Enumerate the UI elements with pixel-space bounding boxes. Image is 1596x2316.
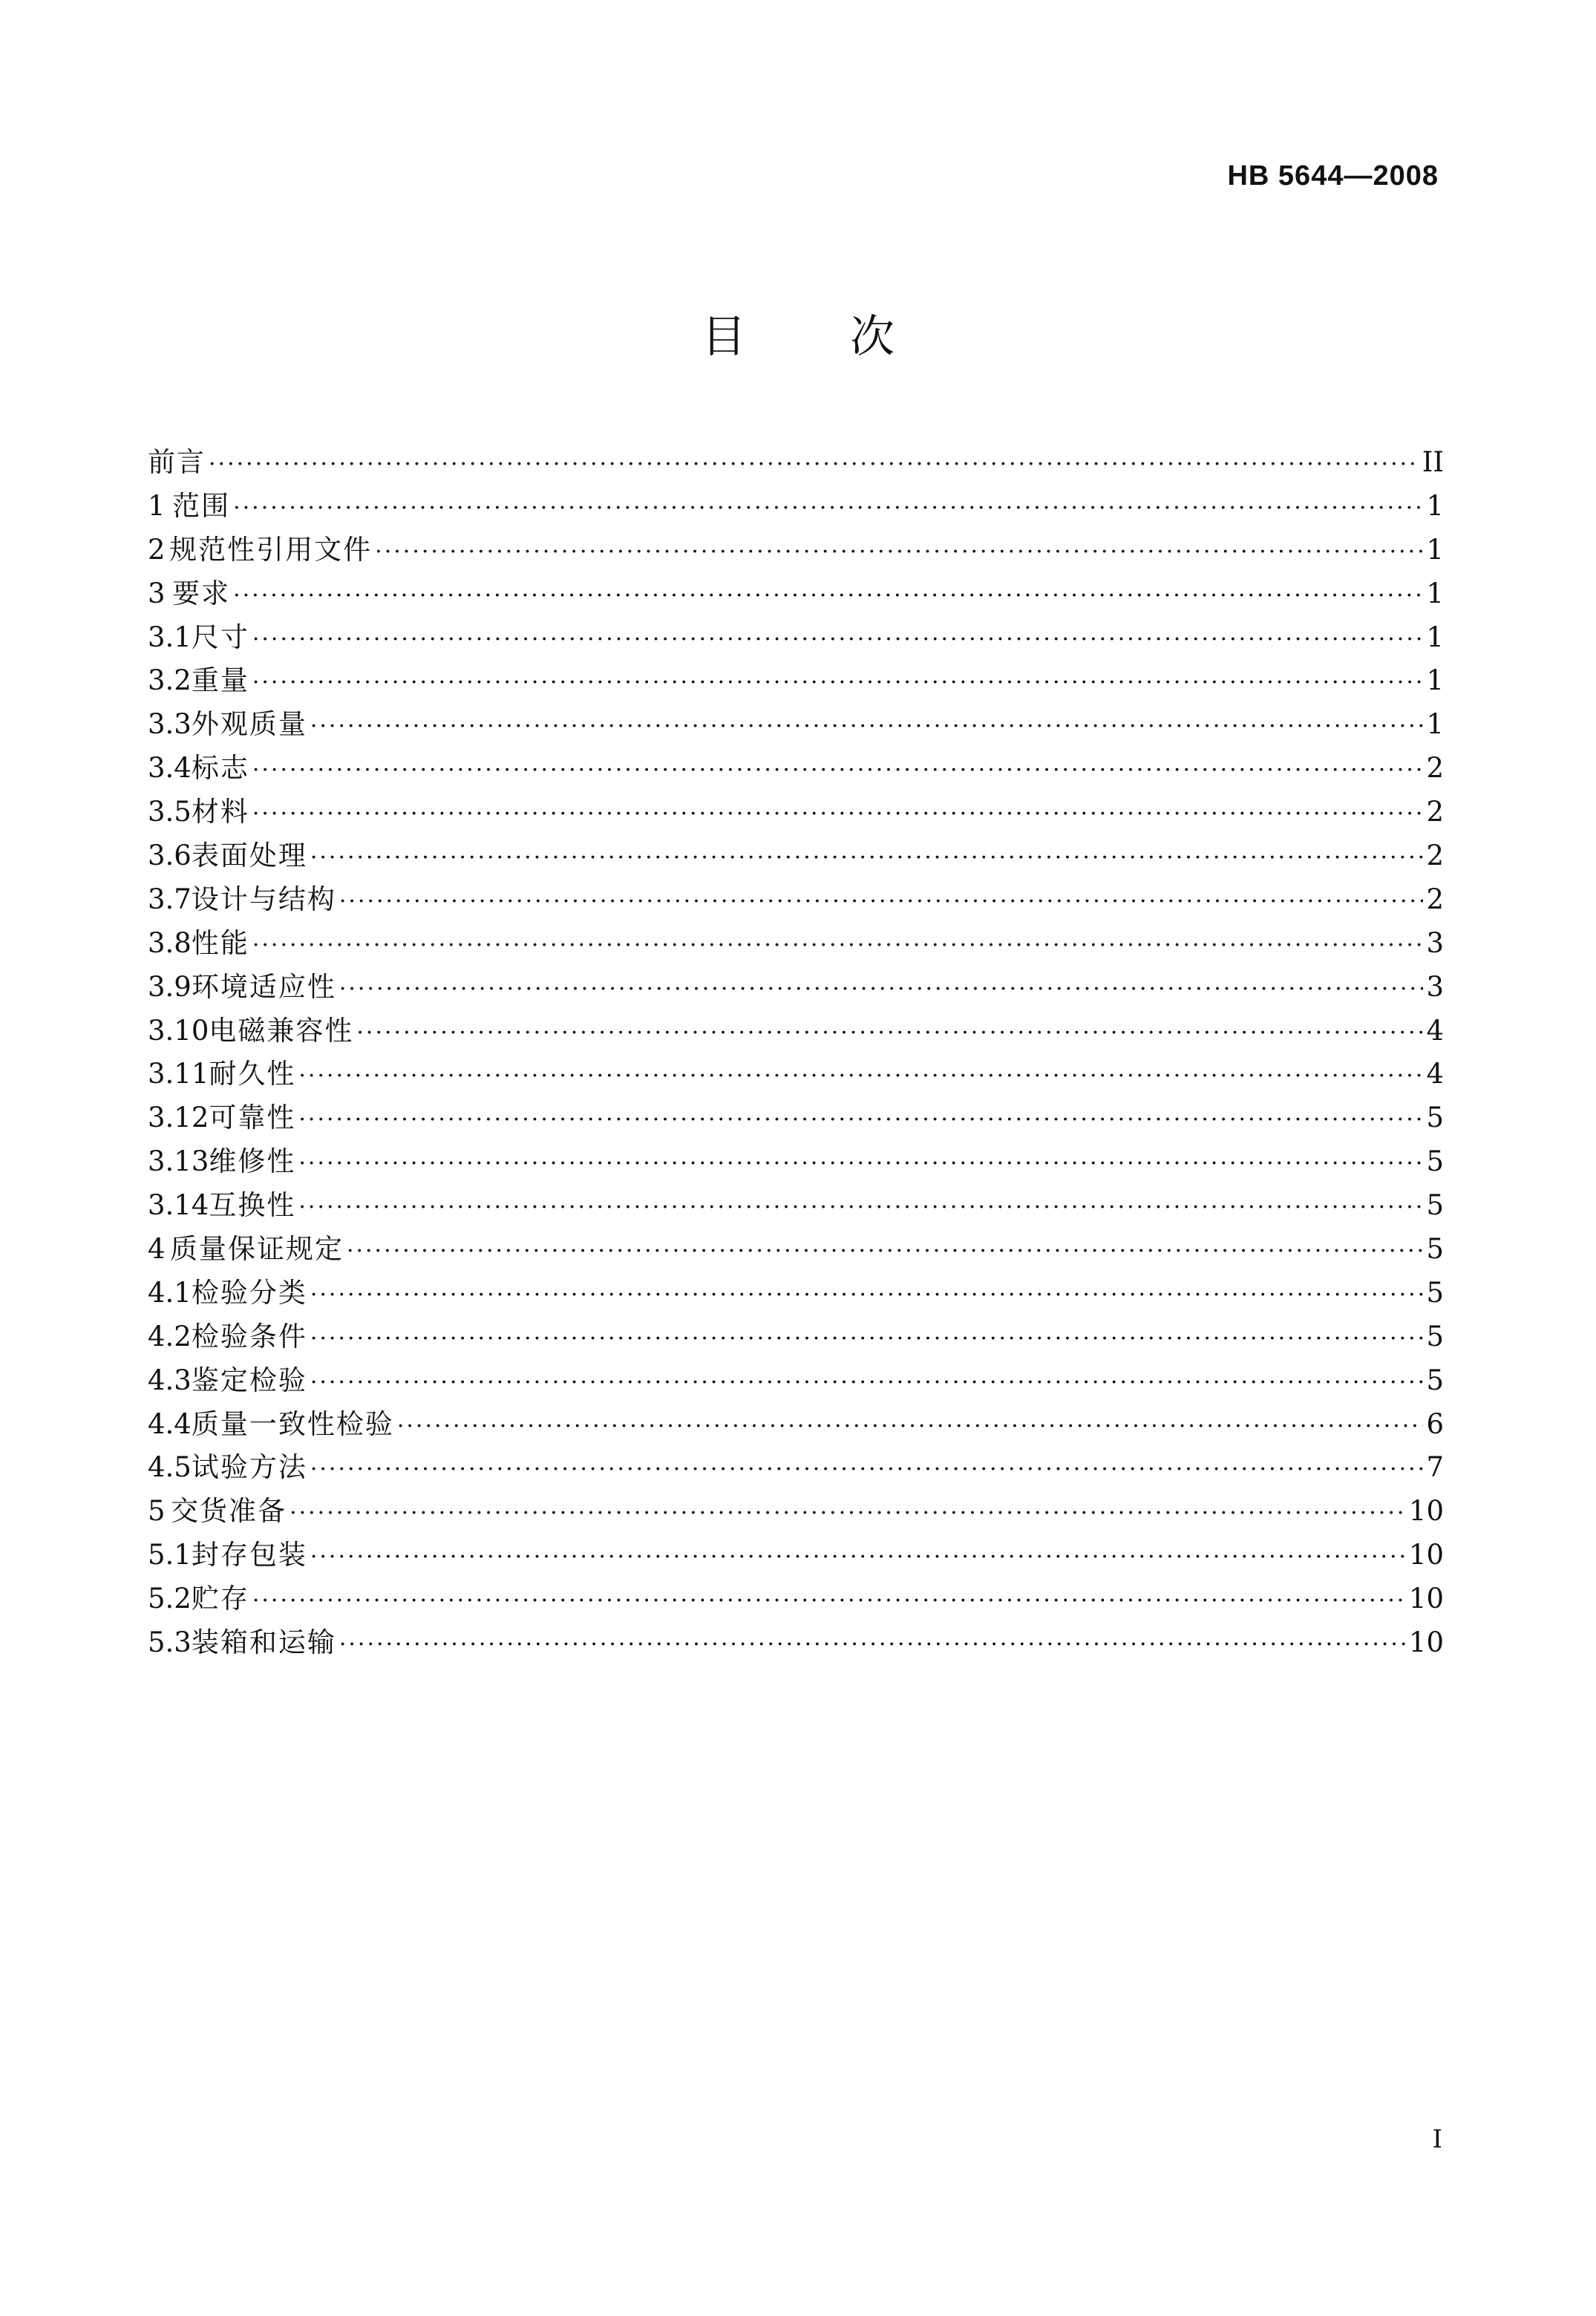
toc-entry-page: 5 (1426, 1276, 1444, 1309)
toc-entry-label: 标志 (191, 752, 249, 785)
toc-entry[interactable] (148, 877, 1444, 920)
toc-entry-page: 7 (1426, 1451, 1444, 1484)
toc-entry-page: 3 (1426, 970, 1444, 1003)
toc-entry-label: 重量 (191, 664, 249, 697)
toc-entry-number: 4 (148, 1233, 166, 1266)
toc-leader-dots (298, 1107, 1423, 1133)
toc-entry-number: 2 (148, 533, 166, 566)
toc-entry[interactable] (148, 1270, 1444, 1314)
toc-leader-dots (310, 1456, 1424, 1482)
toc-entry[interactable] (148, 1139, 1444, 1182)
toc-entry-number: 4.4 (148, 1407, 192, 1440)
toc-entry-page: 1 (1426, 621, 1444, 653)
toc-entry-number: 3.9 (148, 970, 192, 1003)
toc-entry-page: 10 (1408, 1495, 1444, 1528)
toc-leader-dots (298, 1194, 1423, 1220)
toc-leader-dots (290, 1500, 1406, 1526)
toc-entry-number: 3.7 (148, 883, 192, 915)
toc-entry[interactable] (148, 920, 1444, 964)
toc-entry-page: 5 (1426, 1233, 1444, 1266)
toc-entry-page: 2 (1426, 840, 1444, 872)
toc-entry-label: 贮存 (191, 1583, 249, 1615)
toc-entry[interactable] (148, 1051, 1444, 1095)
toc-entry-label: 维修性 (209, 1145, 296, 1178)
toc-entry-number: 3.14 (148, 1189, 209, 1222)
toc-entry-page: 2 (1426, 796, 1444, 828)
toc-entry-label: 试验方法 (191, 1451, 307, 1484)
toc-leader-dots (310, 1370, 1424, 1396)
toc-entry-number: 3.2 (148, 664, 192, 697)
toc-entry-number: 1 (148, 489, 166, 522)
toc-leader-dots (310, 1282, 1424, 1308)
toc-entry[interactable] (148, 1401, 1444, 1445)
toc-entry[interactable] (148, 439, 1444, 483)
toc-entry[interactable] (148, 701, 1444, 745)
toc-entry-label: 外观质量 (191, 708, 307, 741)
document-code: HB 5644—2008 (1227, 160, 1439, 192)
toc-entry-number: 4.5 (148, 1451, 192, 1484)
toc-entry-page: 5 (1426, 1364, 1444, 1396)
toc-entry-number: 5.1 (148, 1539, 192, 1571)
toc-entry[interactable] (148, 1008, 1444, 1052)
toc-leader-dots (310, 1544, 1406, 1570)
toc-entry[interactable] (148, 1226, 1444, 1270)
toc-leader-dots (233, 583, 1423, 609)
toc-entry-number: 4.1 (148, 1276, 192, 1309)
toc-entry-page: 10 (1408, 1583, 1444, 1615)
toc-leader-dots (252, 1588, 1406, 1614)
toc-leader-dots (298, 1151, 1423, 1177)
toc-title: 目次 (701, 311, 998, 363)
toc-leader-dots (356, 1020, 1423, 1046)
toc-entry[interactable] (148, 1095, 1444, 1139)
toc-entry[interactable] (148, 615, 1444, 658)
toc-entry-label: 可靠性 (209, 1102, 296, 1134)
toc-entry-number: 5.2 (148, 1583, 192, 1615)
toc-entry-label: 耐久性 (209, 1058, 296, 1090)
toc-entry-page: 1 (1426, 533, 1444, 566)
toc-entry-page: 1 (1426, 664, 1444, 697)
toc-entry-page: II (1422, 446, 1444, 478)
toc-entry-label: 检验分类 (191, 1276, 307, 1309)
toc-leader-dots (252, 801, 1424, 827)
toc-entry-number: 3.1 (148, 621, 192, 653)
toc-entry-number: 3.10 (148, 1014, 209, 1047)
toc-entry-label: 鉴定检验 (191, 1364, 307, 1396)
toc-entry[interactable] (148, 833, 1444, 877)
toc-entry-number: 3 (148, 577, 166, 609)
toc-entry[interactable] (148, 745, 1444, 789)
toc-entry-page: 1 (1426, 708, 1444, 741)
toc-leader-dots (233, 495, 1423, 521)
toc-entry[interactable] (148, 527, 1444, 571)
toc-leader-dots (252, 932, 1424, 958)
toc-leader-dots (209, 451, 1419, 477)
toc-leader-dots (339, 1632, 1406, 1658)
toc-leader-dots (252, 670, 1424, 696)
toc-entry-label: 质量保证规定 (169, 1233, 344, 1266)
toc-entry[interactable] (148, 964, 1444, 1008)
toc-entry-number: 4.3 (148, 1364, 192, 1396)
toc-entry[interactable] (148, 1358, 1444, 1401)
toc-leader-dots (375, 539, 1423, 565)
toc-entry[interactable] (148, 1532, 1444, 1576)
toc-leader-dots (310, 845, 1424, 871)
toc-entry[interactable] (148, 1620, 1444, 1664)
toc-entry-number: 3.8 (148, 926, 192, 959)
toc-entry-number: 4.2 (148, 1320, 192, 1352)
table-of-contents (148, 439, 1444, 1664)
toc-entry[interactable] (148, 1445, 1444, 1488)
toc-entry-page: 4 (1426, 1014, 1444, 1047)
toc-entry-label: 尺寸 (191, 621, 249, 653)
toc-entry-label: 要求 (172, 577, 231, 609)
toc-entry-page: 5 (1426, 1102, 1444, 1134)
toc-entry[interactable] (148, 571, 1444, 615)
toc-entry-page: 1 (1426, 577, 1444, 609)
toc-entry-label: 设计与结构 (191, 883, 336, 915)
toc-entry[interactable] (148, 1576, 1444, 1620)
toc-entry-page: 3 (1426, 926, 1444, 959)
toc-entry-label: 封存包装 (191, 1539, 307, 1571)
toc-entry-number: 5.3 (148, 1626, 192, 1659)
toc-entry-label: 交货准备 (171, 1495, 287, 1528)
toc-entry-page: 10 (1408, 1539, 1444, 1571)
toc-entry-page: 5 (1426, 1320, 1444, 1352)
toc-entry-label: 电磁兼容性 (209, 1014, 354, 1047)
toc-entry-number: 3.12 (148, 1102, 209, 1134)
toc-leader-dots (347, 1238, 1424, 1264)
toc-entry-page: 2 (1426, 752, 1444, 785)
toc-leader-dots (252, 627, 1424, 652)
toc-entry[interactable] (148, 483, 1444, 527)
toc-entry-label: 规范性引用文件 (169, 533, 373, 566)
toc-entry-label: 材料 (191, 796, 249, 828)
toc-entry-label: 环境适应性 (191, 970, 336, 1003)
toc-entry-label: 质量一致性检验 (191, 1407, 394, 1440)
toc-entry-page: 4 (1426, 1058, 1444, 1090)
toc-leader-dots (339, 889, 1424, 915)
toc-entry-label: 范围 (172, 489, 231, 522)
toc-entry[interactable] (148, 658, 1444, 701)
toc-entry-page: 5 (1426, 1189, 1444, 1222)
toc-entry-number: 3.4 (148, 752, 192, 785)
toc-entry-number: 3.3 (148, 708, 192, 741)
toc-leader-dots (397, 1413, 1424, 1439)
toc-entry[interactable] (148, 789, 1444, 833)
toc-entry-page: 10 (1408, 1626, 1444, 1659)
toc-entry-page: 6 (1426, 1407, 1444, 1440)
toc-leader-dots (252, 757, 1424, 783)
toc-leader-dots (298, 1063, 1423, 1089)
toc-entry-label: 装箱和运输 (191, 1626, 336, 1659)
toc-entry-page: 2 (1426, 883, 1444, 915)
toc-entry-number: 5 (148, 1495, 166, 1528)
toc-entry-page: 5 (1426, 1145, 1444, 1178)
toc-entry-label: 检验条件 (191, 1320, 307, 1352)
toc-leader-dots (310, 1326, 1424, 1352)
toc-entry-number: 3.5 (148, 796, 192, 828)
toc-entry-page: 1 (1426, 489, 1444, 522)
toc-entry-label: 前言 (148, 446, 206, 478)
toc-entry-label: 表面处理 (191, 840, 307, 872)
toc-entry-number: 3.11 (148, 1058, 209, 1090)
toc-entry-number: 3.6 (148, 840, 192, 872)
toc-leader-dots (310, 713, 1424, 739)
toc-entry-label: 互换性 (209, 1189, 296, 1222)
toc-leader-dots (339, 976, 1424, 1002)
toc-entry-number: 3.13 (148, 1145, 209, 1178)
toc-entry-label: 性能 (191, 926, 249, 959)
page-number: I (1432, 2124, 1442, 2154)
toc-entry[interactable] (148, 1182, 1444, 1226)
toc-entry[interactable] (148, 1314, 1444, 1358)
toc-entry[interactable] (148, 1488, 1444, 1532)
